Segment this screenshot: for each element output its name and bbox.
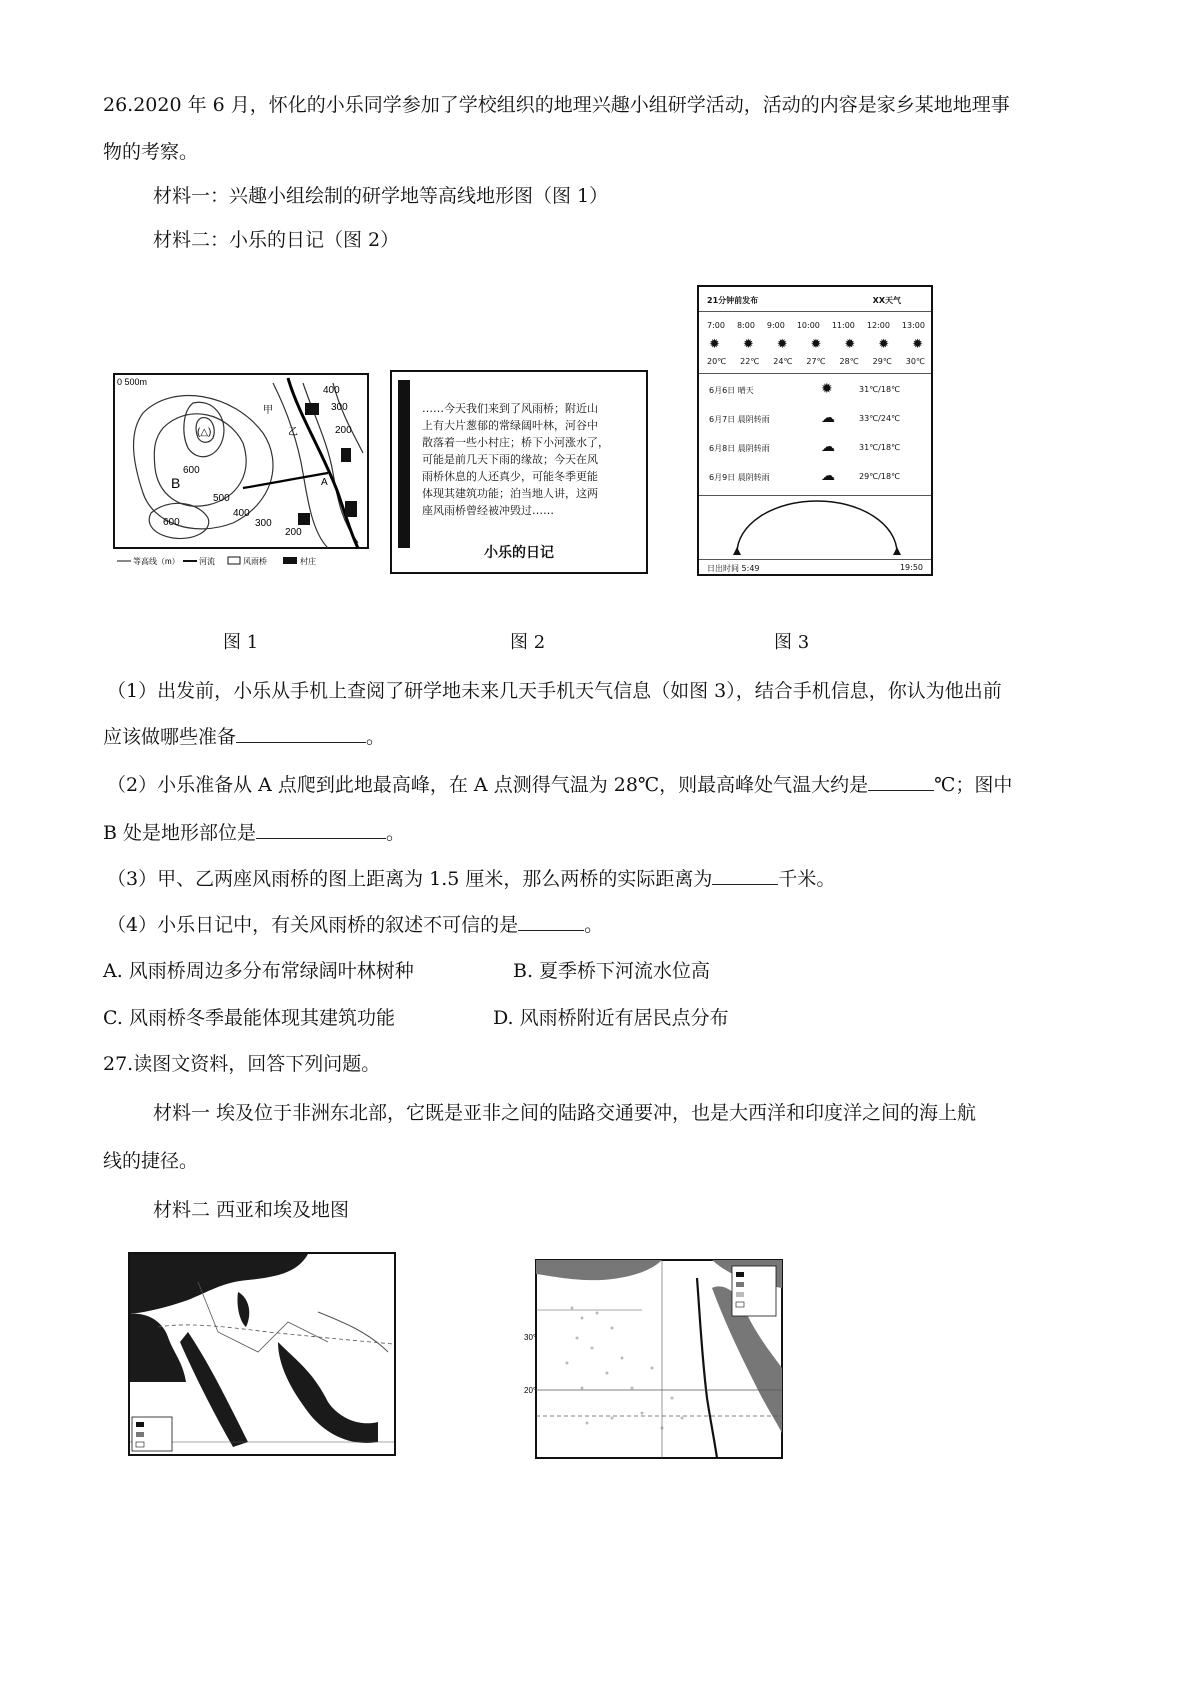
map-west-asia [128, 1252, 396, 1456]
hourly-temps: 20℃ 22℃ 24℃ 27℃ 28℃ 29℃ 30℃ [707, 357, 925, 366]
contour-label: 300 [255, 518, 272, 529]
sun-icon: ✹ [709, 337, 720, 352]
contour-label: 600 [163, 517, 180, 528]
q26-material2: 材料二：小乐的日记（图 2） [153, 229, 400, 251]
fig1-scale: 0 500m [117, 377, 148, 387]
contour-label: 600 [183, 465, 200, 476]
answer-blank-5[interactable] [518, 912, 584, 931]
contour-label: 300 [331, 402, 348, 413]
label-jia: 甲 [263, 405, 273, 416]
contour-label: 200 [335, 425, 352, 436]
figure-3-weather [697, 285, 933, 576]
sun-icon: ✹ [878, 337, 890, 352]
sun-icon: ✹ [742, 337, 754, 352]
hourly-row: 7:00 8:00 9:00 10:00 11:00 12:00 13:00 [707, 321, 925, 330]
hourly-icons [709, 337, 923, 352]
lat-label: 20° [524, 1386, 537, 1395]
cloud-sun-icon: ☁ [821, 468, 835, 484]
daily-list [709, 383, 925, 499]
q27-material1-line2: 线的捷径。 [103, 1150, 199, 1172]
q26-sub4: （4）小乐日记中，有关风雨桥的叙述不可信的是 。 [107, 914, 604, 936]
daily-row: 6月6日 晴天 ✹ 31℃/18℃ [709, 381, 901, 397]
sunset-time: 19:50 [899, 563, 923, 572]
contour-label: 200 [285, 527, 302, 538]
cloud-sun-icon: ☁ [821, 410, 835, 426]
figure-1-contour-map [113, 373, 369, 571]
q27-material1-line1: 材料一 埃及位于非洲东北部，它既是亚非之间的陆路交通要冲，也是大西洋和印度洋之间的海上航 [153, 1102, 977, 1124]
sun-icon: ✹ [776, 337, 788, 352]
q26-option-c: C. 风雨桥冬季最能体现其建筑功能 [103, 1007, 395, 1029]
q26-option-b: B. 夏季桥下河流水位高 [513, 960, 711, 982]
diary-text: ……今天我们来到了风雨桥；附近山 上有大片葱郁的常绿阔叶林，河谷中 散落着一些小村庄；桥下小河涨水了， 可能是前几天下雨的缘故；今天在风 雨桥休息的人还真少，可能冬季更能 体现其建筑功能；泊当地人讲，这两 座风雨桥曾经被冲毁过…… [422, 402, 609, 517]
legend-bridge: 风雨桥 [243, 557, 267, 566]
diary-binding [398, 380, 410, 548]
q27-stem: 27.读图文资料，回答下列问题。 [103, 1053, 381, 1075]
sun-path-arc [719, 499, 915, 559]
legend-river: 河流 [199, 557, 215, 566]
contour-label: 500 [213, 493, 230, 504]
figure-1-caption: 图 1 [223, 632, 259, 653]
figure-2-diary [390, 370, 648, 574]
sun-icon: ✹ [821, 381, 833, 397]
label-peak: (△) [197, 427, 212, 438]
map-egypt [522, 1248, 790, 1462]
q27-material2: 材料二 西亚和埃及地图 [153, 1199, 350, 1221]
q26-stem-line1: 26.2020 年 6 月，怀化的小乐同学参加了学校组织的地理兴趣小组研学活动，活动的内容是家乡某地地理事 [103, 94, 1010, 116]
figure-2-caption: 图 2 [510, 632, 546, 653]
daily-row: 6月9日 晨阴转雨 ☁ 29℃/18℃ [709, 468, 901, 484]
contour-label: 400 [233, 508, 250, 519]
sun-icon: ✹ [810, 337, 822, 352]
weather-app-name: XX天气 [872, 296, 901, 305]
q26-sub2-line2: B 处是地形部位是 。 [103, 822, 406, 844]
diary-title: 小乐的日记 [484, 545, 554, 561]
legend-village: 村庄 [300, 557, 316, 566]
q26-material1: 材料一：兴趣小组绘制的研学地等高线地形图（图 1） [153, 185, 609, 207]
label-a: A [321, 477, 328, 488]
legend-contour: 等高线（m） [133, 557, 180, 566]
label-yi: 乙 [288, 427, 298, 438]
answer-blank-2[interactable] [868, 772, 934, 791]
sun-icon: ✹ [844, 337, 856, 352]
daily-row: 6月7日 晨阴转雨 ☁ 33℃/24℃ [709, 410, 901, 426]
cloud-sun-icon: ☁ [821, 439, 835, 455]
weather-published: 21分钟前发布 [707, 296, 759, 305]
figure-3-caption: 图 3 [774, 632, 810, 653]
sunrise-time: 日出时间 5:49 [707, 564, 760, 573]
q26-option-a: A. 风雨桥周边多分布常绿阔叶林树种 [103, 960, 414, 982]
q26-sub3: （3）甲、乙两座风雨桥的图上距离为 1.5 厘米，那么两桥的实际距离为 千米。 [107, 868, 836, 890]
answer-blank-1[interactable] [236, 724, 366, 743]
q26-sub2-line1: （2）小乐准备从 A 点爬到此地最高峰，在 A 点测得气温为 28℃，则最高峰处气温大约是 ℃；图中 [107, 774, 1013, 796]
label-b: B [171, 475, 181, 491]
q26-stem-line2: 物的考察。 [103, 141, 199, 163]
lat-label: 30° [524, 1333, 537, 1342]
answer-blank-4[interactable] [712, 866, 778, 885]
daily-row: 6月8日 晨阴转雨 ☁ 31℃/18℃ [709, 439, 901, 455]
sun-icon: ✹ [912, 337, 923, 352]
answer-blank-3[interactable] [256, 820, 386, 839]
q26-sub1-line2: 应该做哪些准备 。 [103, 726, 386, 748]
q26-sub1-line1: （1）出发前，小乐从手机上查阅了研学地未来几天手机天气信息（如图 3），结合手机信息，你认为他出前 [107, 680, 1002, 702]
q26-option-d: D. 风雨桥附近有居民点分布 [493, 1007, 729, 1029]
contour-label: 400 [323, 385, 340, 396]
